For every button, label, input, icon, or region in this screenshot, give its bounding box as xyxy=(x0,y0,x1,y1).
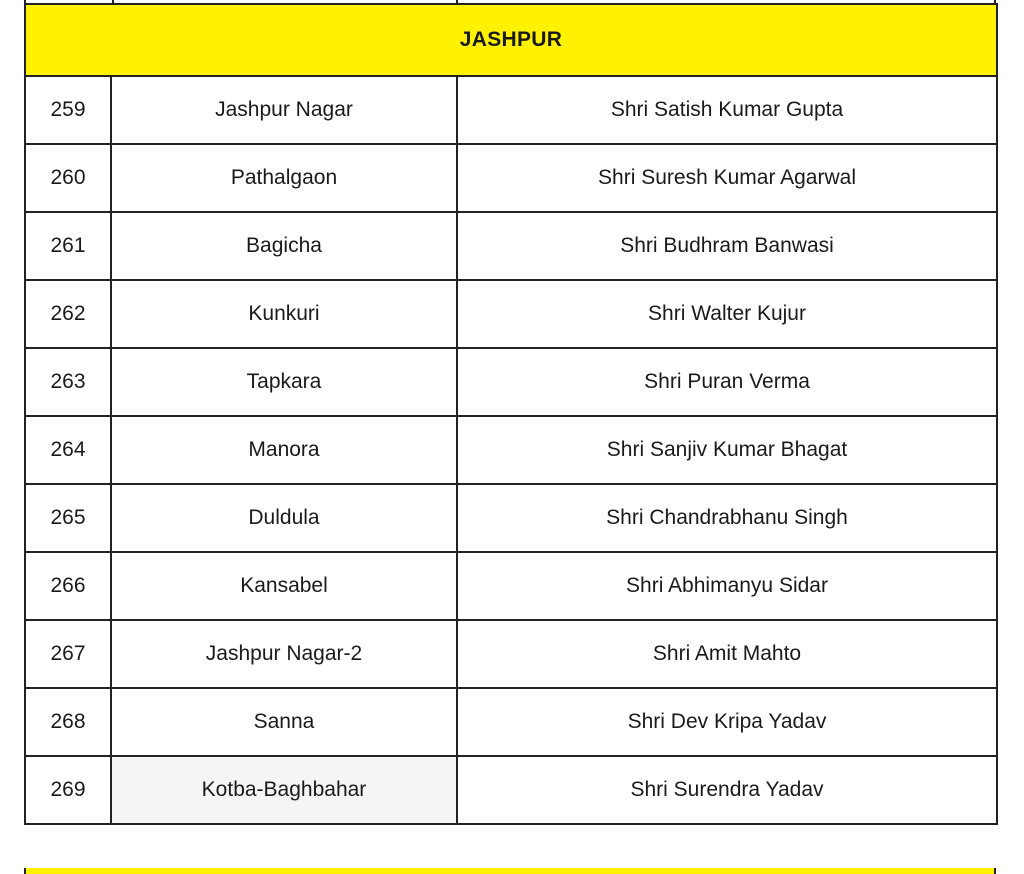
mandal-name: Kansabel xyxy=(111,552,457,620)
table-row xyxy=(25,144,997,212)
row-number: 269 xyxy=(25,756,111,824)
table-row xyxy=(25,212,997,280)
mandal-name: Tapkara xyxy=(111,348,457,416)
table-row xyxy=(25,756,997,824)
table-row xyxy=(25,416,997,484)
mandal-name: Bagicha xyxy=(111,212,457,280)
row-number: 260 xyxy=(25,144,111,212)
mandal-name: Kotba-Baghbahar xyxy=(111,756,457,824)
row-number: 267 xyxy=(25,620,111,688)
person-name: Shri Dev Kripa Yadav xyxy=(457,688,997,756)
table-row xyxy=(25,620,997,688)
person-name: Shri Sanjiv Kumar Bhagat xyxy=(457,416,997,484)
row-number: 265 xyxy=(25,484,111,552)
table-row xyxy=(25,484,997,552)
row-number: 264 xyxy=(25,416,111,484)
row-number: 266 xyxy=(25,552,111,620)
person-name: Shri Abhimanyu Sidar xyxy=(457,552,997,620)
district-title: JASHPUR xyxy=(25,4,997,76)
person-name: Shri Surendra Yadav xyxy=(457,756,997,824)
table-row xyxy=(25,348,997,416)
district-header-row xyxy=(25,4,997,76)
person-name: Shri Amit Mahto xyxy=(457,620,997,688)
mandal-name: Pathalgaon xyxy=(111,144,457,212)
row-number: 263 xyxy=(25,348,111,416)
mandal-name: Jashpur Nagar-2 xyxy=(111,620,457,688)
district-table xyxy=(24,3,998,825)
person-name: Shri Chandrabhanu Singh xyxy=(457,484,997,552)
table-row xyxy=(25,280,997,348)
table-row xyxy=(25,76,997,144)
row-number: 268 xyxy=(25,688,111,756)
person-name: Shri Satish Kumar Gupta xyxy=(457,76,997,144)
person-name: Shri Suresh Kumar Agarwal xyxy=(457,144,997,212)
mandal-name: Manora xyxy=(111,416,457,484)
table-body xyxy=(25,4,997,824)
mandal-name: Jashpur Nagar xyxy=(111,76,457,144)
mandal-name: Kunkuri xyxy=(111,280,457,348)
table-row xyxy=(25,552,997,620)
table-row xyxy=(25,688,997,756)
mandal-name: Sanna xyxy=(111,688,457,756)
row-number: 259 xyxy=(25,76,111,144)
person-name: Shri Budhram Banwasi xyxy=(457,212,997,280)
mandal-name: Duldula xyxy=(111,484,457,552)
next-header-strip xyxy=(24,868,996,874)
person-name: Shri Puran Verma xyxy=(457,348,997,416)
row-number: 261 xyxy=(25,212,111,280)
row-number: 262 xyxy=(25,280,111,348)
person-name: Shri Walter Kujur xyxy=(457,280,997,348)
